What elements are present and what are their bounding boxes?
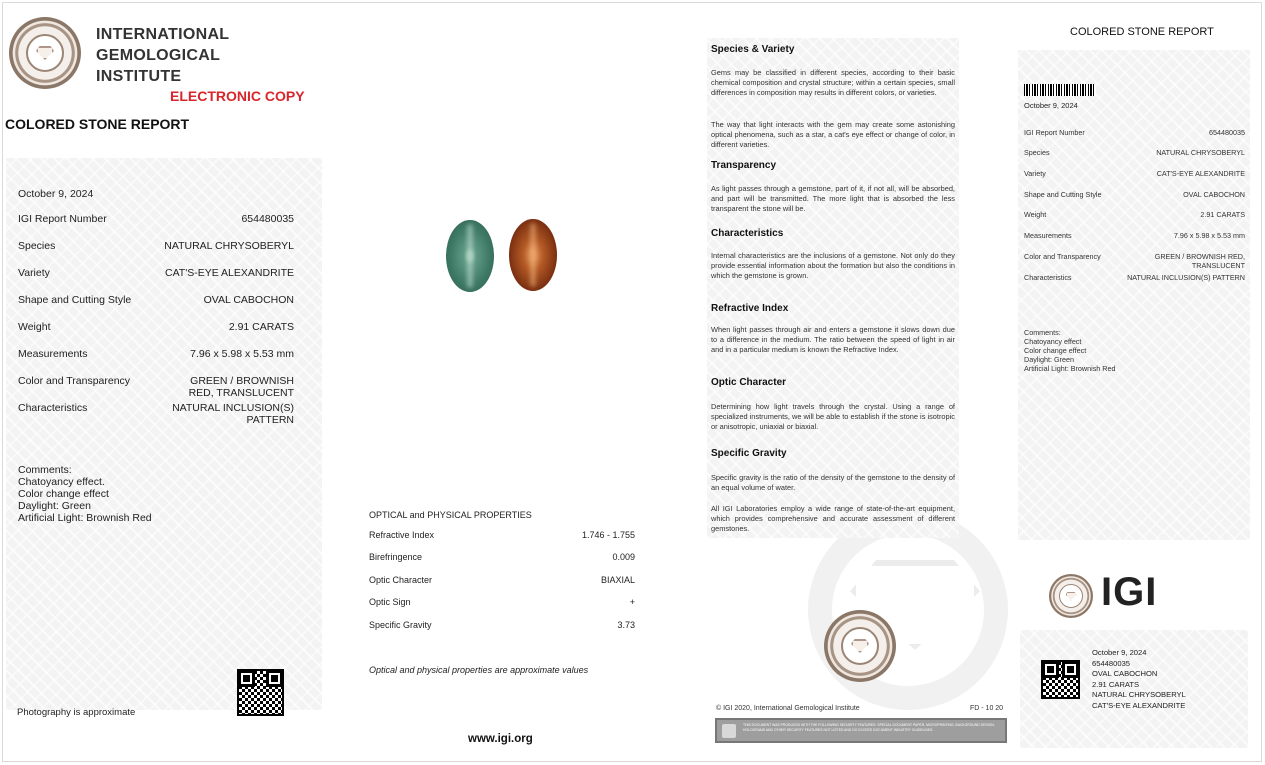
photography-note: Photography is approximate [17,707,136,718]
organization-name [96,24,229,87]
card-qr-code[interactable] [1041,660,1080,699]
detail-row-variety: Variety CAT'S-EYE ALEXANDRITE [18,267,294,279]
security-features-strip: THIS DOCUMENT WAS PRODUCED WITH THE FOLLOWING SECURITY FEATURES: SPECIAL DOCUMENT PAPER, MICROPRINTING, BACKGROUND DESIGN, HOLOGRAMS AND OTHER SECURITY FEATURES NOT LISTED AND DO EXCEED DOCUMENT INDUSTRY GUIDELINES. [715,718,1007,743]
info-heading-species-variety: Species & Variety [711,44,795,55]
report-date: October 9, 2024 [18,188,94,200]
detail-row-measurements: Measurements 7.96 x 5.98 x 5.53 mm [18,348,294,360]
info-paragraph: When light passes through air and enters a gemstone it slows down due to a difference in the medium. The ratio between the speed of light in air and in a particular medium is known the Refractive Index. [711,325,955,354]
stone-photo-artificial-light [509,219,557,291]
info-paragraph: The way that light interacts with the gem may create some astonishing optical phenomena, such as a star, a cat's eye effect or change of color, in different varieties. [711,120,955,149]
igi-seal-center [824,610,896,682]
detail-row-report-number: IGI Report Number 654480035 [18,213,294,225]
igi-seal-small [1049,574,1093,618]
optical-row-optic-character: Optic Character BIAXIAL [369,575,635,585]
info-paragraph: Internal characteristics are the inclusions of a gemstone. Not only do they provide essential information about the formation but also the conditions in which the gemstone is grown. [711,251,955,280]
info-heading-optic-character: Optic Character [711,377,787,388]
info-heading-characteristics: Characteristics [711,228,784,239]
info-heading-transparency: Transparency [711,160,777,171]
copyright-text: © IGI 2020, International Gemological Institute [716,705,860,712]
info-paragraph: Specific gravity is the ratio of the density of the gemstone to the density of an equal volume of water. [711,473,955,492]
form-code: FD - 10 20 [970,705,1004,712]
card-row-weight: Weight 2.91 CARATS [1024,210,1245,219]
optical-properties-title: OPTICAL and PHYSICAL PROPERTIES [369,510,532,520]
card-row-shape: Shape and Cutting Style OVAL CABOCHON [1024,190,1245,199]
info-heading-specific-gravity: Specific Gravity [711,448,787,459]
card-row-measurements: Measurements 7.96 x 5.98 x 5.53 mm [1024,231,1245,240]
diamond-icon [851,639,869,653]
website-link[interactable]: www.igi.org [468,733,533,745]
detail-row-color: Color and Transparency GREEN / BROWNISH RED, TRANSLUCENT [18,375,294,399]
optical-row-refractive-index: Refractive Index 1.746 - 1.755 [369,530,635,540]
qr-code[interactable] [237,669,284,716]
card-row-species: Species NATURAL CHRYSOBERYL [1024,148,1245,157]
card-summary-text: October 9, 2024 654480035 OVAL CABOCHON 2.91 CARATS NATURAL CHRYSOBERYL CAT'S-EYE ALEXANDRITE [1092,648,1186,710]
org-line-2: GEMOLOGICAL [96,47,221,64]
igi-seal-logo [9,17,81,89]
detail-row-shape: Shape and Cutting Style OVAL CABOCHON [18,294,294,306]
detail-row-weight: Weight 2.91 CARATS [18,321,294,333]
org-line-1: INTERNATIONAL [96,26,230,43]
card-comments: Comments: Chatoyancy effect Color change effect Daylight: Green Artificial Light: Brownish Red [1024,328,1116,373]
optical-row-birefringence: Birefringence 0.009 [369,552,635,562]
card-date: October 9, 2024 [1024,101,1078,110]
igi-brand-logo: IGI [1101,570,1158,614]
electronic-copy-label: ELECTRONIC COPY [170,88,305,104]
left-details-panel [6,158,322,718]
card-row-variety: Variety CAT'S-EYE ALEXANDRITE [1024,169,1245,178]
optical-note: Optical and physical properties are approximate values [369,665,589,675]
card-title: COLORED STONE REPORT [1070,26,1214,38]
card-row-characteristics: Characteristics NATURAL INCLUSION(S) PATTERN [1024,273,1245,282]
detail-row-species: Species NATURAL CHRYSOBERYL [18,240,294,252]
card-row-report-number: IGI Report Number 654480035 [1024,128,1245,137]
info-column [707,38,959,538]
org-line-3: INSTITUTE [96,68,182,85]
card-row-color: Color and Transparency GREEN / BROWNISH RED, TRANSLUCENT [1024,252,1245,270]
report-title: COLORED STONE REPORT [5,116,190,132]
info-paragraph: As light passes through a gemstone, part of it, if not all, will be absorbed, and part will be transmitted. The more light that is absorbed the less transparent the stone will be. [711,184,955,213]
barcode [1024,84,1096,96]
diamond-icon [1066,592,1077,601]
optical-row-specific-gravity: Specific Gravity 3.73 [369,620,635,630]
diamond-icon [36,46,54,60]
info-paragraph: All IGI Laboratories employ a wide range of state-of-the-art equipment, which provides comprehensive and accurate assessment of different gemstones. [711,504,955,533]
info-paragraph: Gems may be classified in different species, according to their basic chemical composition and crystal structure; within a certain species, small differences in composition may results in different colors, or varieties. [711,68,955,97]
info-heading-refractive-index: Refractive Index [711,303,789,314]
info-paragraph: Determining how light travels through the crystal. Using a range of specialized instruments, we will be able to establish if the stone is isotropic or anisotropic, uniaxial or biaxial. [711,402,955,431]
card-details-panel [1018,50,1250,540]
detail-row-characteristics: Characteristics NATURAL INCLUSION(S) PATTERN [18,402,294,426]
optical-row-optic-sign: Optic Sign + [369,597,635,607]
stone-photo-daylight [446,220,494,292]
comments-block: Comments: Chatoyancy effect. Color change effect Daylight: Green Artificial Light: Brownish Red [18,464,152,524]
